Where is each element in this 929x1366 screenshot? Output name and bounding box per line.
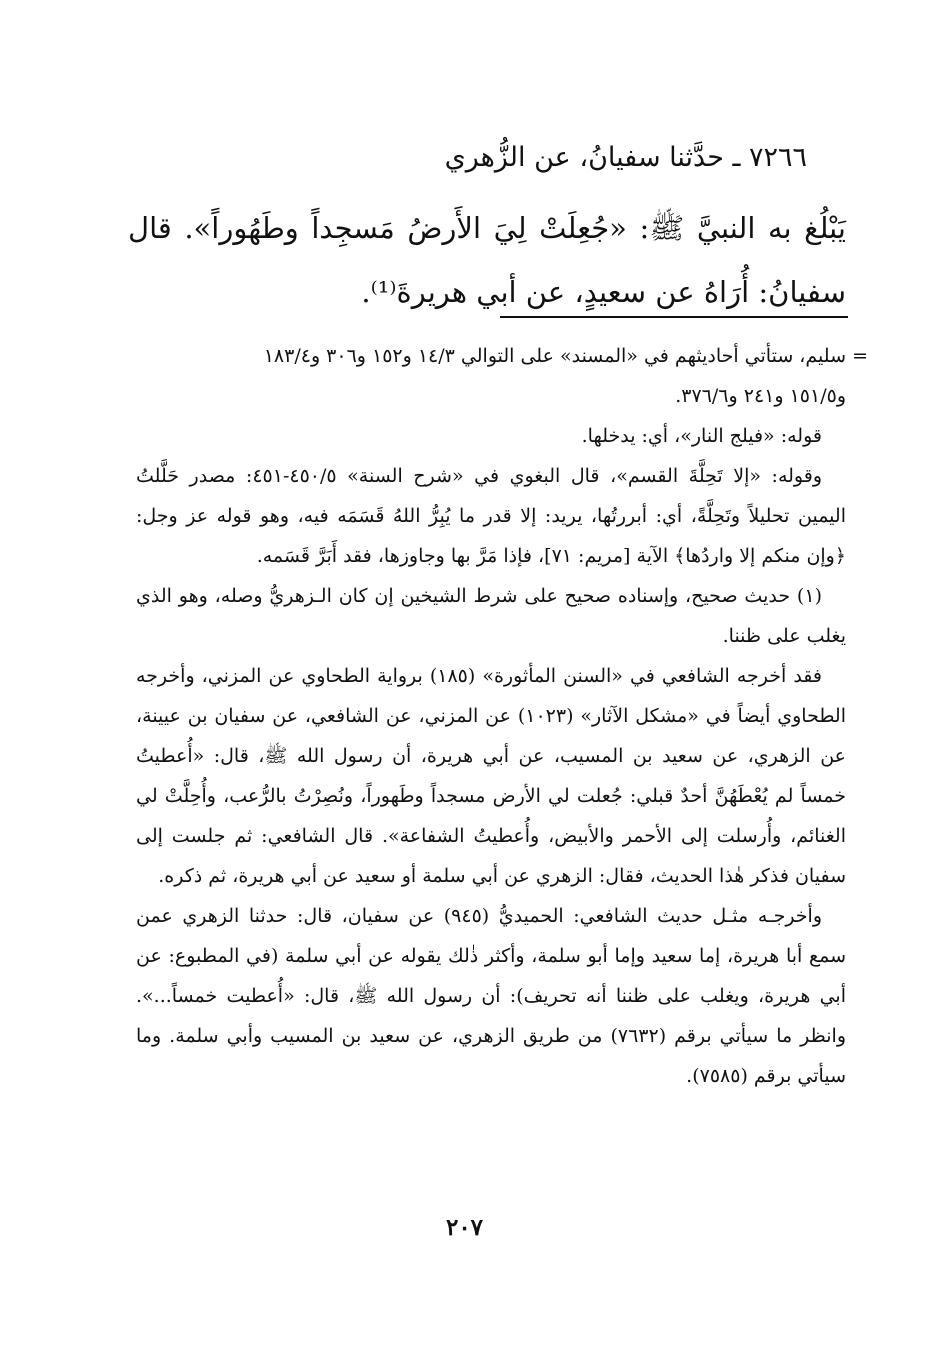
- footnote-para-6: وأخرجـه مثـل حديث الشافعي: الحميديُّ (٩٤٥) عن سفيان، قال: حدثنا الزهري عمن سمع أبا هريرة، إما سعيد وإما أبو سلمة، وأكثر ذٰلك يقوله عن أبي سلمة (في المطبوع: عن أبي هريرة، ويغلب على ظننا أنه تحريف): أن رسول الله ﷺ، قال: «أُعطيت خمساً...». وانظر ما سيأتي برقم (٧٦٣٢) من طريق الزهري، عن سعيد بن المسيب وأبي سلمة. وما سيأتي برقم (٧٥٨٥).: [136, 905, 846, 1087]
- hadith-text-line-1: يَبْلُغ به النبيَّ ﷺ: «جُعِلَتْ لِيَ الأَرضُ مَسجِداً وطَهُوراً». قال: [128, 211, 847, 245]
- footnote-separator: [500, 316, 848, 318]
- footnote-para-2: قوله: «فيلج النار»، أي: يدخلها.: [581, 425, 822, 447]
- footnote-para-1-line-1: سليم، ستأتي أحاديثهم في «المسند» على التوالي ١٤/٣ و١٥٢ و٣٠٦ و١٨٣/٤: [263, 345, 846, 367]
- hadith-text: [128, 196, 846, 324]
- footnote-para-5: فقد أخرجه الشافعي في «السنن المأثورة» (١٨٥) برواية الطحاوي عن المزني، وأخرجه الطحاوي أيضاً في «مشكل الآثار» (١٠٢٣) عن المزني، عن الشافعي، عن سفيان بن عيينة، عن الزهري، عن سعيد بن المسيب، عن أبي هريرة، أن رسول الله ﷺ، قال: «أُعطيتُ خمساً لم يُعْطَهُنَّ أحدٌ قبلي: جُعلت لي الأرض مسجداً وطَهوراً، ونُصِرْتُ بالرُّعب، وأُحِلَّتْ لي الغنائم، وأُرسلت إلى الأحمر والأبيض، وأُعطيتُ الشفاعة». قال الشافعي: ثم جلست إلى سفيان فذكر هٰذا الحديث، فقال: الزهري عن أبي سلمة أو سعيد عن أبي هريرة، ثم ذكره.: [136, 665, 846, 887]
- hadith-number-line: ٧٢٦٦ ـ حدَّثنا سفيانُ، عن الزُّهري: [444, 142, 807, 173]
- continuation-marker: =: [852, 345, 868, 367]
- footnote-para-4: (١) حديث صحيح، وإسناده صحيح على شرط الشيخين إن كان الـزهريُّ وصله، وهو الذي يغلب على ظننا.: [136, 585, 846, 647]
- footnotes: [136, 336, 868, 1096]
- footnote-para-1-line-2: و١٥١/٥ و٢٤١ و٣٧٦/٦.: [675, 385, 846, 407]
- page-number: ٢٠٧: [445, 1214, 484, 1241]
- footnote-continued: [136, 336, 868, 376]
- hadith-text-line-2: سفيانُ: أُرَاهُ عن سعيدٍ، عن أبي هريرةَ⁽¹⁾.: [361, 275, 846, 309]
- footnote-para-3: وقوله: «إلا تَحِلَّةَ القسم»، قال البغوي في «شرح السنة» ٤٥٠/٥-٤٥١: مصدر حَلَّلتُ اليمين تحليلاً وتَحِلَّةً، أي: أبررتُها، يريد: إلا قدر ما يُبِرُّ اللهُ قَسَمَه فيه، وهو قوله عز وجل: ﴿وإن منكم إلا واردُها﴾ الآية [مريم: ٧١]، فإذا مَرَّ بها وجاوزها، فقد أَبَرَّ قَسَمه.: [136, 465, 846, 567]
